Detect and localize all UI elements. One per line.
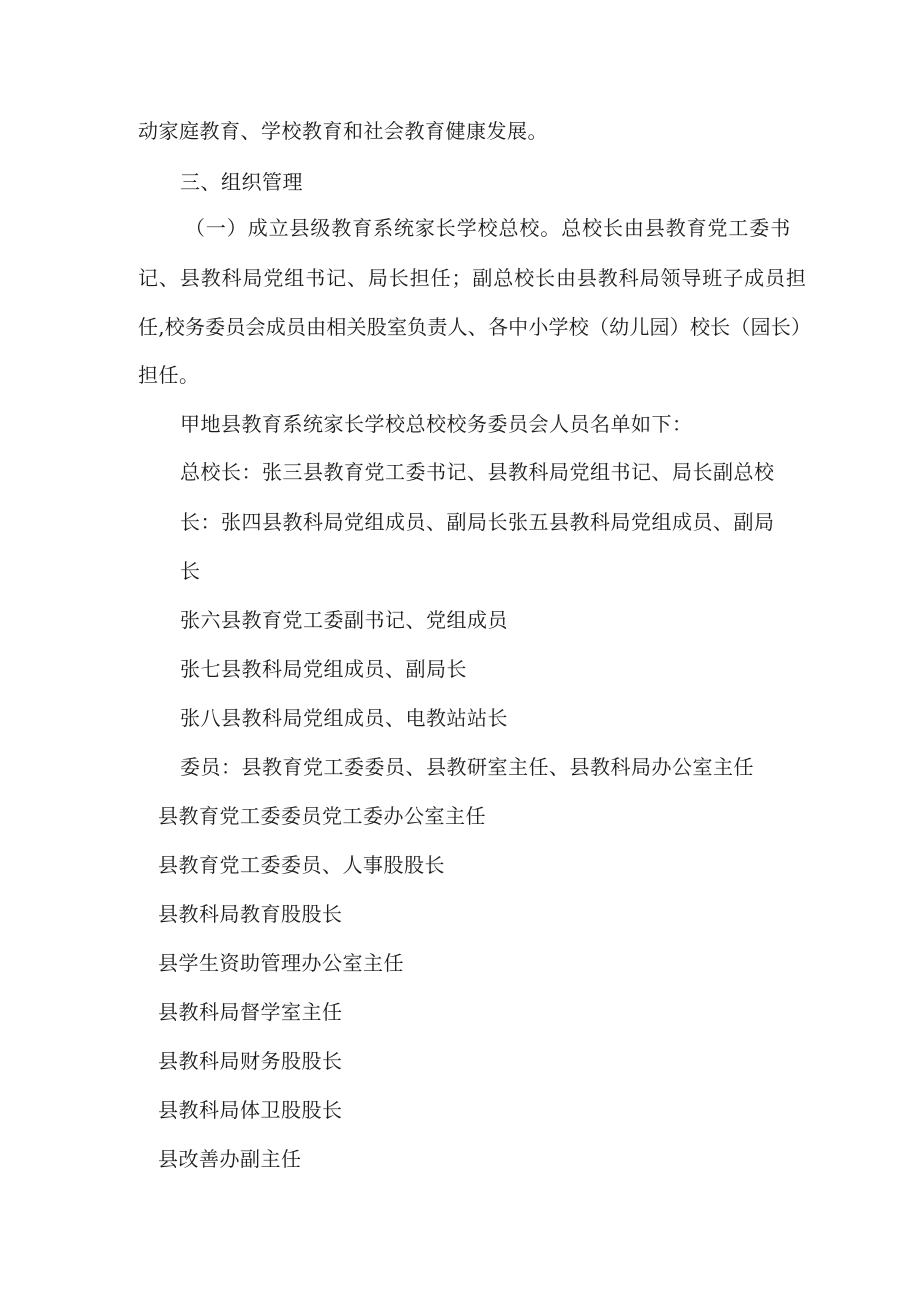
member-line: 县教科局教育股股长 (158, 902, 343, 926)
member-line: 长：张四县教科局党组成员、副局长张五县教科局党组成员、副局 (180, 510, 775, 534)
member-line: 县学生资助管理办公室主任 (158, 951, 404, 975)
paragraph-line: 任,校务委员会成员由相关股室负责人、各中小学校（幼儿园）校长（园长） (138, 315, 812, 339)
paragraph-line: 记、县教科局党组书记、局长担任；副总校长由县教科局领导班子成员担 (138, 266, 807, 290)
member-line: 张八县教科局党组成员、电教站站长 (180, 706, 508, 730)
member-line: 县教科局财务股股长 (158, 1049, 343, 1073)
member-line: 长 (180, 559, 201, 583)
member-line: 张七县教科局党组成员、副局长 (180, 657, 467, 681)
member-line: 县教科局督学室主任 (158, 1000, 343, 1024)
text-line-continuation: 动家庭教育、学校教育和社会教育健康发展。 (138, 119, 548, 143)
member-line: 总校长：张三县教育党工委书记、县教科局党组书记、局长副总校 (180, 460, 775, 484)
member-line: 县教育党工委委员党工委办公室主任 (158, 804, 486, 828)
member-line: 县教育党工委委员、人事股股长 (158, 853, 445, 877)
list-intro: 甲地县教育系统家长学校总校校务委员会人员名单如下： (180, 412, 693, 436)
member-line: 委员：县教育党工委委员、县教研室主任、县教科局办公室主任 (180, 755, 754, 779)
paragraph-line: （一）成立县级教育系统家长学校总校。总校长由县教育党工委书 (185, 216, 792, 240)
member-line: 县改善办副主任 (158, 1147, 302, 1171)
member-line: 张六县教育党工委副书记、党组成员 (180, 608, 508, 632)
member-line: 县教科局体卫股股长 (158, 1098, 343, 1122)
paragraph-line: 担任。 (138, 363, 200, 387)
section-heading: 三、组织管理 (180, 170, 303, 194)
